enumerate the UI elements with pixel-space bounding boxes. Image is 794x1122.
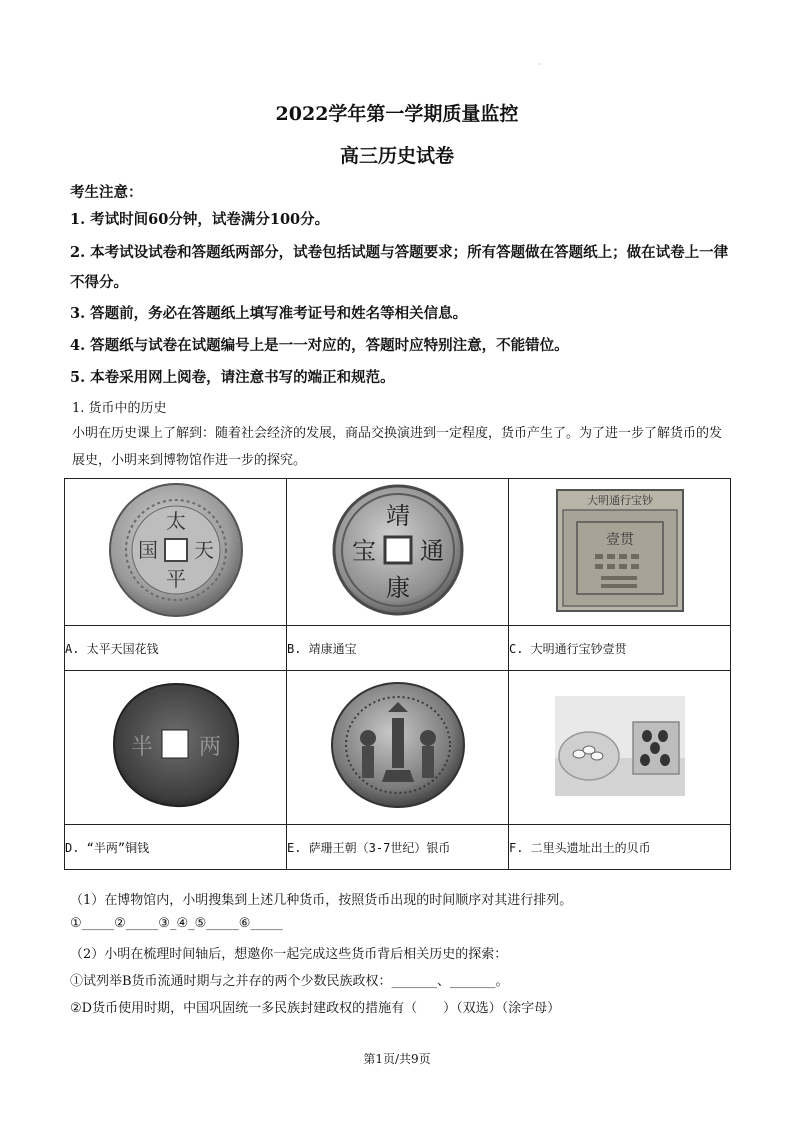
- notice-rule-1: 1. 考试时间60分钟，试卷满分100分。: [70, 211, 330, 228]
- exam-title: 2022学年第一学期质量监控: [275, 103, 519, 125]
- banliang-coin-image: [106, 678, 246, 813]
- coin-image-cell-e: [287, 671, 509, 825]
- question-intro: 小明在历史课上了解到：随着社会经济的发展，商品交换演进到一定程度，货币产生了。为了进一步了解货币的发展史，小明来到博物馆作进一步的探究。: [72, 426, 723, 468]
- coin-b-char-top: 靖: [385, 502, 410, 530]
- notice-heading: 考生注意：: [70, 184, 143, 201]
- coin-image-cell-a: [65, 479, 287, 626]
- coin-label-d: D. “半两”铜钱: [65, 825, 287, 870]
- coin-a-char-left: 国: [137, 538, 158, 562]
- order-answer-line: ①_____②_____③_④_⑤_____⑥_____: [70, 916, 283, 931]
- coin-b-char-left: 宝: [351, 537, 376, 565]
- shell-money-image: [555, 696, 685, 796]
- daming-banknote-image: [555, 488, 685, 613]
- coin-label-f: F. 二里头遗址出土的贝币: [509, 825, 731, 870]
- page-footer: 第1页/共9页: [363, 1052, 431, 1066]
- scan-dot: ·: [538, 60, 541, 69]
- notice-rule-4: 4. 答题纸与试卷在试题编号上是一一对应的，答题时应特别注意，不能错位。: [70, 337, 569, 354]
- coin-b-char-right: 通: [419, 537, 444, 565]
- coin-image-cell-f: [509, 671, 731, 825]
- coin-label-a: A. 太平天国花钱: [65, 626, 287, 671]
- question-title: 1. 货币中的历史: [72, 401, 167, 416]
- coin-a-char-bottom: 平: [165, 567, 186, 591]
- banknote-value-text: 壹贯: [605, 531, 634, 548]
- coin-image-cell-d: [65, 671, 287, 825]
- coin-a-char-top: 太: [165, 509, 186, 533]
- jingkang-coin-image: [328, 480, 468, 620]
- sassanid-coin-image: [328, 678, 468, 813]
- sub-question-2: （2）小明在梳理时间轴后，想邀你一起完成这些货币背后相关历史的探索：: [70, 947, 508, 962]
- coin-image-cell-b: [287, 479, 509, 626]
- coin-image-cell-c: [509, 479, 731, 626]
- taiping-coin-image: [106, 480, 246, 620]
- coin-label-b: B. 靖康通宝: [287, 626, 509, 671]
- banknote-header-text: 大明通行宝钞: [586, 493, 653, 507]
- notice-rule-2: 2. 本考试设试卷和答题纸两部分，试卷包括试题与答题要求；所有答题做在答题纸上；做在试卷上一律不得分。: [70, 244, 729, 291]
- coin-label-c: C. 大明通行宝钞壹贯: [509, 626, 731, 671]
- coin-d-char-right: 两: [198, 735, 221, 760]
- notice-rule-3: 3. 答题前，务必在答题纸上填写准考证号和姓名等相关信息。: [70, 305, 468, 322]
- coin-b-char-bottom: 康: [385, 574, 410, 602]
- sub-question-2-1: ①试列举B货币流通时期与之并存的两个少数民族政权：_______、_______。: [70, 974, 509, 989]
- coin-label-e: E. 萨珊王朝（3-7世纪）银币: [287, 825, 509, 870]
- notice-rule-5: 5. 本卷采用网上阅卷，请注意书写的端正和规范。: [70, 369, 395, 386]
- sub-question-2-2: ②D货币使用时期，中国巩固统一多民族封建政权的措施有（ ）（双选）（涂字母）: [70, 1001, 561, 1016]
- coin-d-char-left: 半: [130, 735, 153, 760]
- sub-question-1: （1）在博物馆内，小明搜集到上述几种货币，按照货币出现的时间顺序对其进行排列。: [70, 893, 573, 908]
- coin-table: [64, 478, 731, 870]
- exam-subtitle: 高三历史试卷: [339, 145, 454, 167]
- coin-a-char-right: 天: [193, 538, 214, 562]
